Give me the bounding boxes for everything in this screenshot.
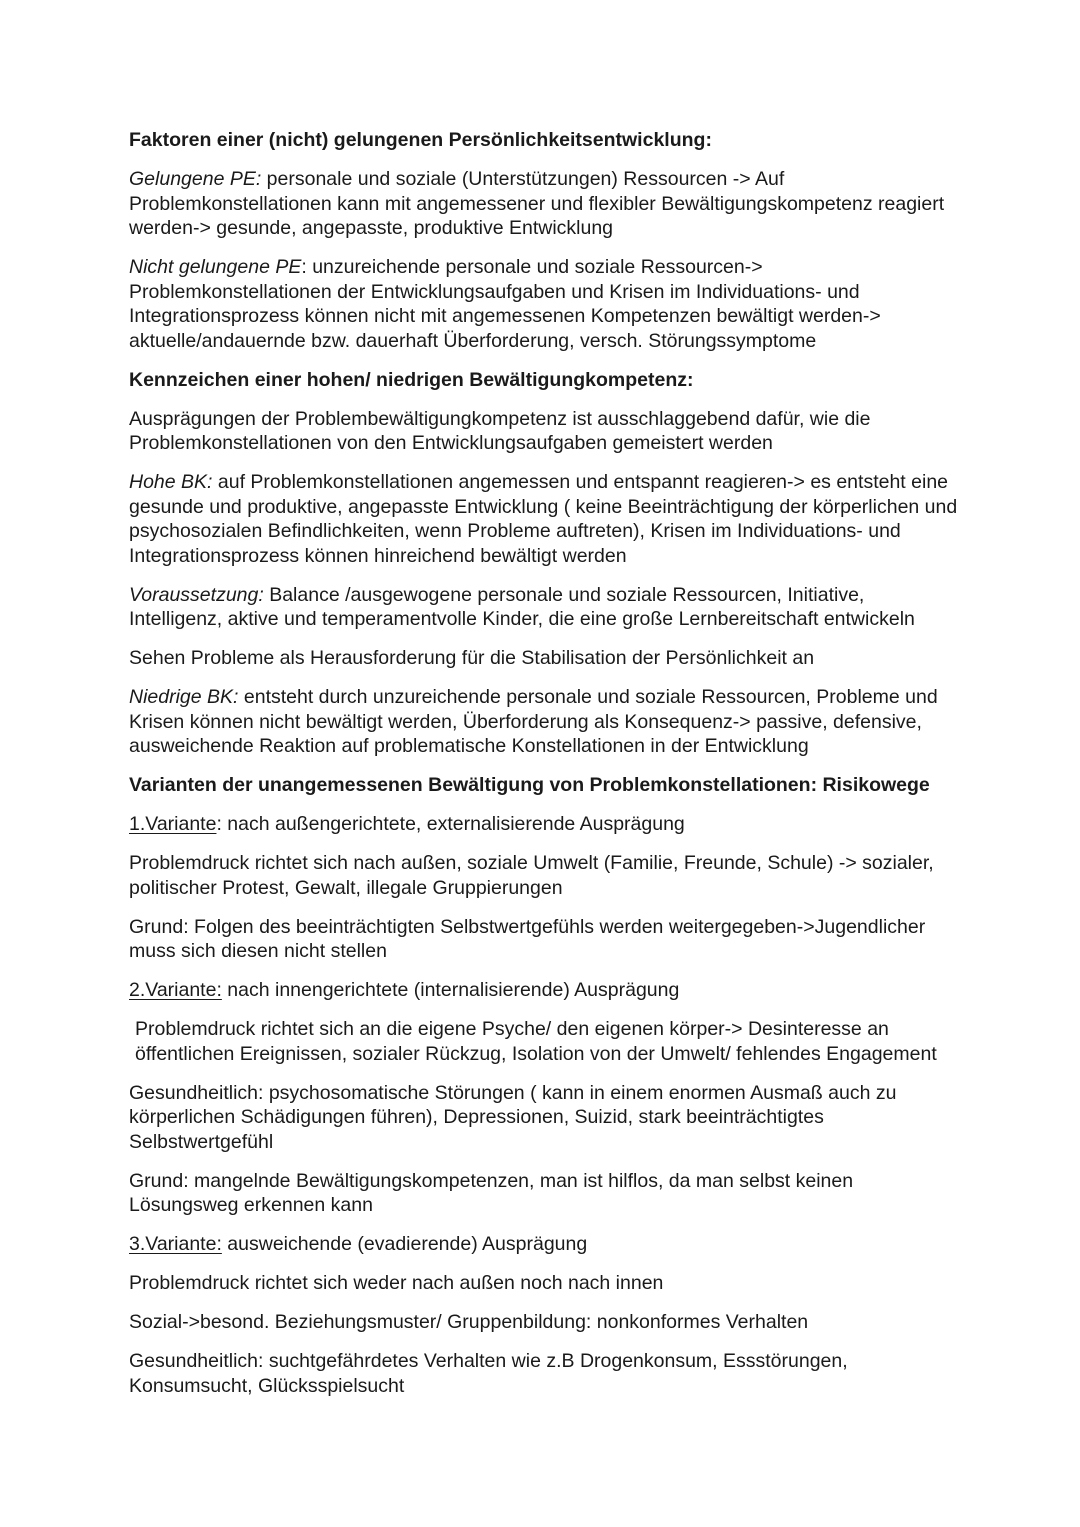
- paragraph-grund-1: Grund: Folgen des beeinträchtigten Selbstwertgefühls werden weitergegeben->Jugendlicher muss sich diesen nicht stellen: [129, 915, 926, 962]
- text-gelungene-pe: personale und soziale (Unterstützungen) Ressourcen -> Auf Problemkonstellationen kann mit angemessener und flexibler Bewältigungskompetenz reagiert werden-> gesunde, angepasste, produktive Entwicklung: [129, 168, 945, 239]
- label-variante-1: 1.Variante: [129, 813, 217, 835]
- document-page: [129, 128, 959, 1413]
- paragraph-problemdruck-psyche: Problemdruck richtet sich an die eigene Psyche/ den eigenen körper-> Desinteresse an öffentlichen Ereignissen, sozialer Rückzug, Isolation von der Umwelt/ fehlendes Engagement: [135, 1018, 937, 1065]
- paragraph-niedrige-bk: [129, 685, 959, 759]
- paragraph-auspraegungen: Ausprägungen der Problembewältigungkompetenz ist ausschlaggebend dafür, wie die Problemkonstellationen von den Entwicklungsaufgaben gemeistert werden: [129, 407, 871, 454]
- text-variante-2: nach innengerichtete (internalisierende) Ausprägung: [221, 979, 680, 1001]
- label-voraussetzung: Voraussetzung:: [129, 583, 264, 606]
- text-niedrige-bk: entsteht durch unzureichende personale und soziale Ressourcen, Probleme und Krisen können nicht bewältigt werden, Überforderung als Konsequenz-> passive, defensive, ausweichende Reaktion auf problematische Konstellationen in der Entwicklung: [129, 686, 938, 757]
- paragraph-gesundheitlich-1: Gesundheitlich: psychosomatische Störungen ( kann in einem enormen Ausmaß auch zu körperlichen Schädigungen führen), Depressionen, Suizid, stark beeinträchtigtes Selbstwertgefühl: [129, 1081, 897, 1153]
- paragraph-gesundheitlich-2: Gesundheitlich: suchtgefährdetes Verhalten wie z.B Drogenkonsum, Essstörungen, Konsumsucht, Glücksspielsucht: [129, 1350, 848, 1397]
- paragraph-nicht-gelungene-pe: [129, 255, 959, 353]
- paragraph-sozial: Sozial->besond. Beziehungsmuster/ Gruppenbildung: nonkonformes Verhalten: [129, 1311, 809, 1333]
- paragraph-herausforderung: Sehen Probleme als Herausforderung für die Stabilisation der Persönlichkeit an: [129, 647, 815, 669]
- label-niedrige-bk: Niedrige BK:: [129, 686, 239, 708]
- paragraph-gelungene-pe: [129, 167, 959, 241]
- paragraph-hohe-bk: [129, 470, 959, 568]
- text-voraussetzung: Balance /ausgewogene personale und soziale Ressourcen, Initiative, Intelligenz, aktive und temperamentvolle Kinder, die eine große Lernbereitschaft entwickeln: [129, 583, 915, 630]
- paragraph-variante-2: [129, 978, 959, 1003]
- text-variante-1: : nach außengerichtete, externalisierende Ausprägung: [216, 813, 685, 835]
- paragraph-voraussetzung: [129, 583, 959, 632]
- label-gelungene-pe: Gelungene PE:: [129, 168, 262, 190]
- paragraph-variante-3: [129, 1232, 959, 1257]
- text-nicht-gelungene-pe: : unzureichende personale und soziale Ressourcen-> Problemkonstellationen der Entwicklungsaufgaben und Krisen im Individuations- und Integrationsprozess können nicht mit angemessenen Kompetenzen bewältigt werden-> aktuelle/andauernde bzw. dauerhaft Überforderung, versch. Störungssymptome: [129, 256, 881, 352]
- heading-varianten: Varianten der unangemessenen Bewältigung von Problemkonstellationen: Risikowege: [129, 774, 930, 796]
- paragraph-variante-1: [129, 812, 959, 837]
- heading-factors: Faktoren einer (nicht) gelungenen Persönlichkeitsentwicklung:: [129, 129, 712, 151]
- label-variante-3: 3.Variante:: [129, 1233, 222, 1255]
- label-hohe-bk: Hohe BK:: [129, 471, 213, 493]
- text-variante-3: ausweichende (evadierende) Ausprägung: [221, 1233, 588, 1255]
- heading-kennzeichen: Kennzeichen einer hohen/ niedrigen Bewältigungkompetenz:: [129, 368, 694, 391]
- label-nicht-gelungene-pe: Nicht gelungene PE: [129, 256, 302, 278]
- paragraph-problemdruck-weder: Problemdruck richtet sich weder nach außen noch nach innen: [129, 1272, 664, 1294]
- paragraph-grund-2: Grund: mangelnde Bewältigungskompetenzen, man ist hilflos, da man selbst keinen Lösungsweg erkennen kann: [129, 1169, 854, 1216]
- label-variante-2: 2.Variante:: [129, 979, 222, 1001]
- text-hohe-bk: auf Problemkonstellationen angemessen und entspannt reagieren-> es entsteht eine gesunde und produktive, angepasste Entwicklung ( keine Beeinträchtigung der körperlichen und psychosozialen Befindlichkeiten, wenn Probleme auftreten), Krisen im Individuations- und Integrationsprozess können hinreichend bewältigt werden: [129, 471, 958, 567]
- paragraph-problemdruck-aussen: Problemdruck richtet sich nach außen, soziale Umwelt (Familie, Freunde, Schule) -> sozialer, politischer Protest, Gewalt, illegale Gruppierungen: [129, 852, 934, 899]
